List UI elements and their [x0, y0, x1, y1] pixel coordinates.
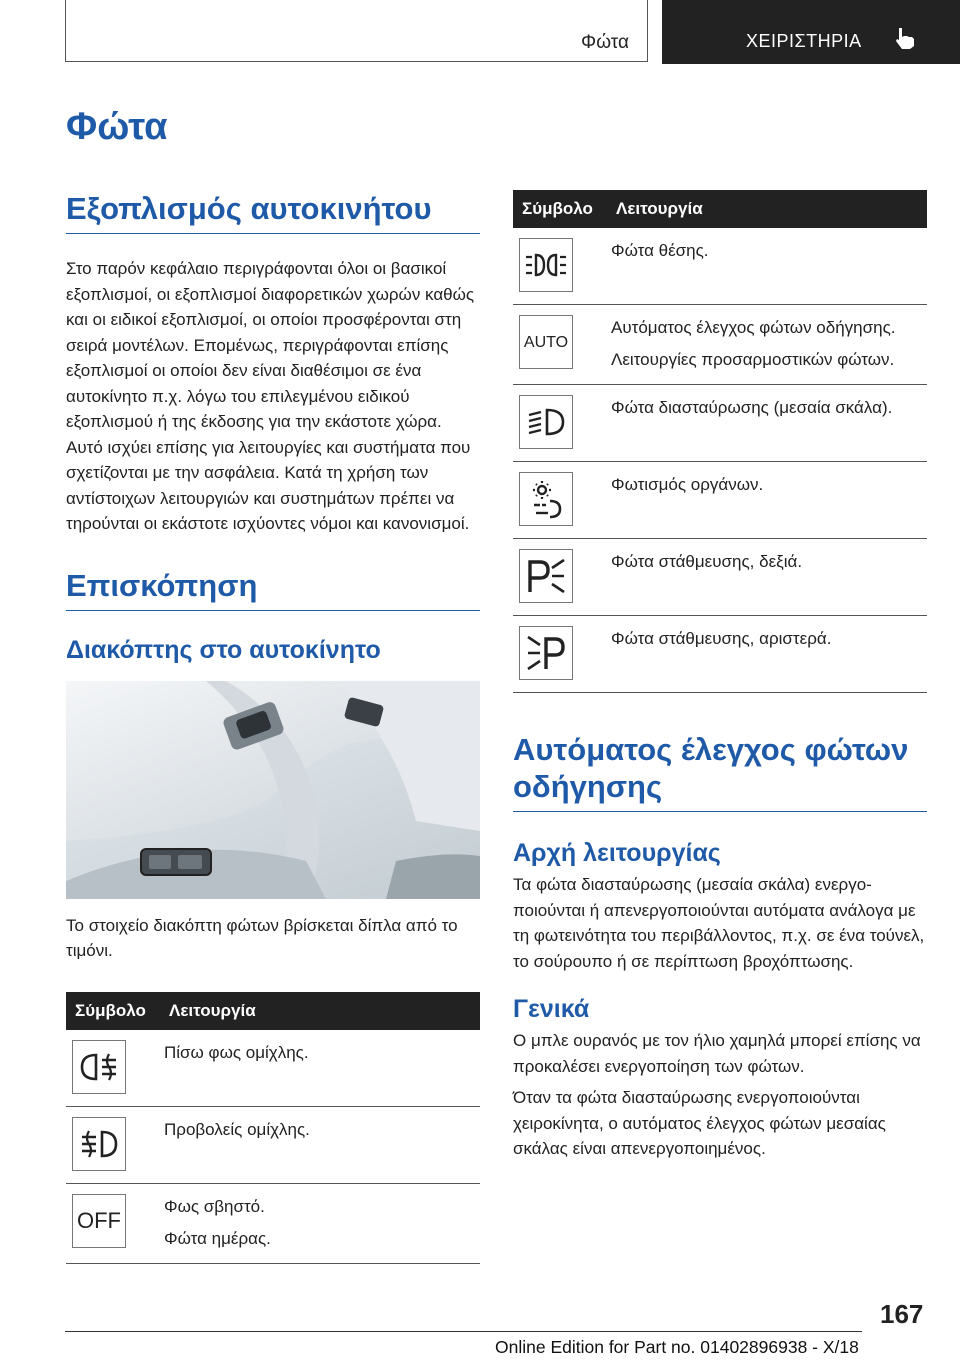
row-text: Αυτόματος έλεγχος φώτων οδήγησης.: [611, 318, 896, 337]
row-text: Φως σβηστό.: [164, 1196, 265, 1216]
chapter-tab: [662, 0, 960, 64]
section-tab: [65, 0, 648, 62]
table-row: [66, 1183, 480, 1263]
table-row: [66, 1106, 480, 1183]
principle-paragraph: Τα φώτα διασταύρωσης (μεσαία σκάλα) ενεργοποιούνται ή απενεργοποιούνται αυτόματα ανάλογα με τη φωτεινότητα του περιβάλλοντος, π.χ. σε ένα τούνελ, το σούρουπο ή σε περίπτωση βροχόπτωσης.: [513, 875, 925, 971]
low-beam-icon: [519, 395, 573, 449]
table-row: [513, 228, 927, 305]
row-text: Πίσω φως ομίχλης.: [164, 1042, 309, 1062]
equipment-paragraph: Στο παρόν κεφάλαιο περιγράφονται όλοι οι βασικοί εξοπλισμοί, οι εξοπλισμοί διαφορετικών χωρών καθώς και οι ειδικοί εξοπλισμοί, οι οποίοι προσφέρονται στη σειρά μοντέλων. Επομένως, περιγράφονται επίσης εξοπλισμοί οι οποίοι δεν είναι διαθέσιμοι σε ένα αυτοκίνητο π.χ. λόγω του επιλεγμένου ειδικού εξοπλισμού ή της έκδοσης για την εκάστοτε χώρα. Αυτό ισχύει επίσης για λειτουργίες και συστήματα που σχετίζονται με την ασφάλεια. Κατά τη χρήση των αντίστοιχων λειτουργιών και συστημάτων πρέπει να τηρούνται οι εκάστοτε ισχύοντες νόμοι και κανονισμοί.: [66, 259, 475, 534]
light-symbol-table: [513, 190, 927, 693]
heading-principle: Αρχή λειτουργίας: [513, 839, 721, 868]
col-function-header: Λειτουργία: [160, 992, 480, 1030]
front-fog-light-icon: [72, 1117, 126, 1171]
page-title: Φώτα: [66, 106, 168, 148]
chapter-label: ΧΕΙΡΙΣΤΗΡΙΑ: [746, 31, 862, 51]
left-column: [66, 190, 480, 1264]
right-column: [513, 190, 927, 1162]
heading-general: Γενικά: [513, 995, 590, 1024]
hand-pointer-icon: [894, 26, 916, 50]
heading-equipment: Εξοπλισμός αυτοκινήτου: [66, 190, 480, 234]
parking-light-left-icon: [519, 626, 573, 680]
table-row: [513, 616, 927, 693]
page-header: [65, 0, 960, 64]
col-symbol-header: Σύμβολο: [513, 190, 607, 228]
light-switch-photo: [66, 681, 480, 899]
rear-fog-light-icon: [72, 1040, 126, 1094]
switch-symbol-table: [66, 992, 480, 1264]
table-row: [513, 462, 927, 539]
col-function-header: Λειτουργία: [607, 190, 927, 228]
off-icon: OFF: [72, 1194, 126, 1248]
general-paragraph-1: Ο μπλε ουρανός με τον ήλιο χαμηλά μπορεί επίσης να προκαλέσει ενεργοποίηση των φώτων.: [513, 1031, 921, 1076]
edition-footer: Online Edition for Part no. 01402896938 - X/18: [495, 1337, 859, 1357]
parking-light-right-icon: [519, 549, 573, 603]
row-text: Φώτα διασταύρωσης (μεσαία σκάλα).: [611, 398, 893, 417]
heading-overview: Επισκόπηση: [66, 567, 480, 611]
table-row: [513, 385, 927, 462]
parking-lights-icon: [519, 238, 573, 292]
table-row: [66, 1030, 480, 1107]
row-text: Φωτισμός οργάνων.: [611, 475, 764, 494]
row-text: Λειτουργίες προσαρμοστικών φώτων.: [611, 350, 895, 369]
section-label: Φώτα: [581, 32, 629, 53]
row-text: Φώτα θέσης.: [611, 241, 709, 260]
row-text: Προβολείς ομίχλης.: [164, 1119, 310, 1139]
auto-icon: AUTO: [519, 315, 573, 369]
table-row: [513, 305, 927, 385]
row-text: Φώτα ημέρας.: [164, 1228, 271, 1248]
col-symbol-header: Σύμβολο: [66, 992, 160, 1030]
instrument-lighting-icon: [519, 472, 573, 526]
heading-auto-lights: Αυτόματος έλεγχος φώτων οδήγησης: [513, 731, 927, 812]
car-interior-illustration: [66, 681, 480, 899]
heading-switch: Διακόπτης στο αυτοκίνητο: [66, 635, 381, 664]
general-paragraph-2: Όταν τα φώτα διασταύρωσης ενεργοποιούνται χειροκίνητα, ο αυτόματος έλεγχος φώτων μεσαίας σκάλας είναι απενεργοποιημένος.: [513, 1088, 886, 1159]
row-text: Φώτα στάθμευσης, δεξιά.: [611, 552, 803, 571]
table-row: [513, 539, 927, 616]
page-number: 167: [880, 1299, 924, 1329]
footer-divider: [65, 1331, 862, 1332]
row-text: Φώτα στάθμευσης, αριστερά.: [611, 629, 832, 648]
switch-paragraph: Το στοιχείο διακόπτη φώτων βρίσκεται δίπλα από το τιμόνι.: [66, 915, 458, 961]
